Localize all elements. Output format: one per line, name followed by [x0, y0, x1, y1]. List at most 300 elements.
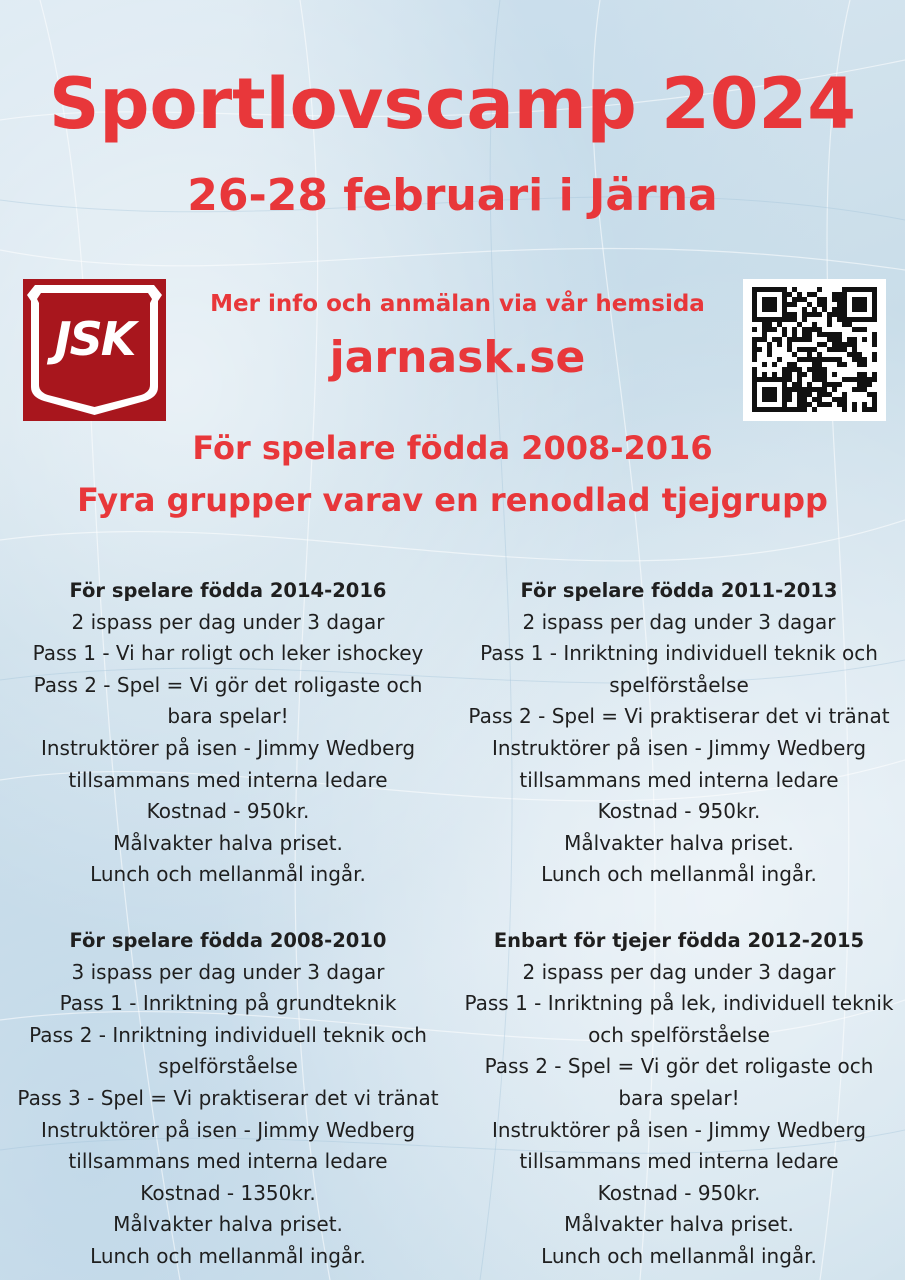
qr-module: [792, 302, 797, 307]
qr-module: [752, 352, 757, 357]
qr-module: [792, 352, 797, 357]
groups-line: Fyra grupper varav en renodlad tjejgrupp: [77, 481, 828, 519]
qr-module: [792, 387, 797, 392]
qr-module: [772, 337, 777, 342]
qr-module: [832, 347, 837, 352]
group-line: tillsammans med interna ledare: [68, 767, 388, 792]
qr-module: [847, 377, 852, 382]
qr-module: [817, 372, 822, 377]
qr-module: [782, 327, 787, 332]
qr-module: [762, 362, 767, 367]
qr-module: [852, 297, 867, 312]
qr-module: [862, 362, 867, 367]
qr-module: [787, 397, 792, 402]
qr-module: [832, 397, 837, 402]
qr-module: [862, 357, 867, 362]
group-line: Kostnad - 950kr.: [146, 799, 310, 824]
qr-module: [847, 342, 852, 347]
qr-module: [832, 312, 837, 317]
qr-module: [752, 372, 757, 377]
qr-module: [812, 357, 817, 362]
qr-module: [837, 362, 842, 367]
qr-module: [812, 292, 817, 297]
qr-module: [832, 357, 837, 362]
qr-module: [822, 342, 827, 347]
qr-module: [807, 402, 812, 407]
qr-module: [842, 322, 847, 327]
qr-module: [802, 317, 807, 322]
qr-module: [822, 357, 827, 362]
qr-module: [862, 407, 867, 412]
qr-module: [807, 387, 812, 392]
qr-module: [832, 342, 837, 347]
qr-module: [837, 382, 842, 387]
qr-module: [792, 382, 797, 387]
qr-module: [852, 407, 857, 412]
qr-module: [862, 337, 867, 342]
qr-module: [807, 332, 812, 337]
qr-module: [842, 407, 847, 412]
qr-module: [792, 332, 797, 337]
qr-module: [812, 387, 817, 392]
qr-module: [797, 402, 802, 407]
qr-module: [857, 387, 862, 392]
qr-module: [767, 352, 772, 357]
group-line: Pass 1 - Inriktning individuell teknik och: [480, 641, 878, 666]
qr-module: [862, 377, 867, 382]
qr-module: [872, 372, 877, 377]
qr-module: [822, 382, 827, 387]
qr-module: [762, 387, 777, 402]
qr-code[interactable]: [743, 279, 886, 421]
group-line: Målvakter halva priset.: [113, 830, 343, 855]
qr-module: [842, 392, 847, 397]
group-heading: För spelare födda 2014-2016: [69, 579, 387, 602]
qr-module: [847, 322, 852, 327]
group-line: Pass 1 - Inriktning på grundteknik: [59, 991, 397, 1016]
jsk-logo-text: JSK: [54, 312, 135, 366]
qr-module: [837, 402, 842, 407]
qr-module: [827, 317, 832, 322]
qr-module: [862, 402, 867, 407]
jsk-logo: [23, 279, 166, 421]
qr-module: [832, 297, 837, 302]
group-line: Målvakter halva priset.: [564, 830, 794, 855]
qr-module: [787, 312, 792, 317]
group-line: Pass 1 - Vi har roligt och leker ishockey: [32, 641, 424, 666]
qr-module: [787, 367, 792, 372]
qr-module: [832, 337, 837, 342]
qr-module: [802, 332, 807, 337]
qr-module: [842, 397, 847, 402]
qr-module: [827, 382, 832, 387]
qr-module: [767, 327, 772, 332]
qr-module: [757, 347, 762, 352]
qr-module: [762, 327, 767, 332]
qr-module: [807, 347, 812, 352]
qr-module: [847, 352, 852, 357]
qr-module: [807, 327, 812, 332]
qr-module: [872, 332, 877, 337]
qr-module: [812, 327, 817, 332]
qr-module: [852, 402, 857, 407]
qr-module: [872, 352, 877, 357]
qr-module: [787, 387, 792, 392]
qr-module: [802, 392, 807, 397]
group-line: 3 ispass per dag under 3 dagar: [71, 959, 385, 984]
qr-module: [817, 327, 822, 332]
qr-module: [792, 362, 797, 367]
qr-module: [752, 367, 757, 372]
qr-module: [837, 307, 842, 312]
group-line: Instruktörer på isen - Jimmy Wedberg: [40, 1117, 416, 1142]
qr-module: [867, 392, 872, 397]
qr-module: [797, 407, 802, 412]
qr-module: [782, 332, 787, 337]
group-line: spelförståelse: [158, 1054, 298, 1079]
qr-module: [812, 407, 817, 412]
group-line: Pass 2 - Spel = Vi praktiserar det vi tränat: [468, 704, 890, 729]
qr-module: [762, 332, 767, 337]
qr-module: [802, 347, 807, 352]
qr-module: [832, 292, 837, 297]
qr-module: [837, 332, 842, 337]
qr-module: [797, 387, 802, 392]
qr-module: [752, 337, 757, 342]
qr-module: [797, 357, 802, 362]
group-line: Lunch och mellanmål ingår.: [541, 862, 817, 887]
group-line: Kostnad - 950kr.: [597, 799, 761, 824]
group-line: Instruktörer på isen - Jimmy Wedberg: [491, 735, 867, 760]
group-line: Pass 3 - Spel = Vi praktiserar det vi tränat: [17, 1085, 439, 1110]
qr-module: [872, 392, 877, 397]
qr-module: [752, 342, 757, 347]
qr-module: [797, 297, 802, 302]
qr-module: [767, 322, 772, 327]
qr-module: [812, 362, 817, 367]
group-line: Instruktörer på isen - Jimmy Wedberg: [40, 735, 416, 760]
qr-module: [842, 342, 847, 347]
group-line: Pass 2 - Spel = Vi gör det roligaste och: [484, 1054, 874, 1079]
qr-module: [872, 407, 877, 412]
qr-module: [817, 342, 822, 347]
qr-module: [862, 372, 867, 377]
qr-module: [857, 372, 862, 377]
qr-module: [812, 377, 817, 382]
group-line: bara spelar!: [618, 1085, 740, 1110]
qr-module: [822, 307, 827, 312]
qr-module: [787, 292, 792, 297]
qr-module: [817, 402, 822, 407]
qr-module: [847, 337, 852, 342]
group-block-2014-2016: [3, 575, 453, 891]
qr-module: [817, 357, 822, 362]
qr-module: [872, 377, 877, 382]
qr-module: [752, 327, 757, 332]
group-line: Instruktörer på isen - Jimmy Wedberg: [491, 1117, 867, 1142]
group-block-girls-2012-2015: [454, 925, 904, 1273]
qr-module: [817, 367, 822, 372]
qr-module: [817, 287, 822, 292]
qr-module: [777, 322, 782, 327]
qr-module: [777, 357, 782, 362]
qr-module: [857, 327, 862, 332]
qr-module: [797, 382, 802, 387]
qr-module: [792, 337, 797, 342]
qr-module: [822, 387, 827, 392]
qr-module: [757, 337, 762, 342]
qr-module: [857, 352, 862, 357]
qr-module: [797, 367, 802, 372]
qr-module: [842, 347, 847, 352]
qr-module: [792, 367, 797, 372]
qr-module: [867, 382, 872, 387]
qr-module: [802, 337, 807, 342]
qr-module: [857, 382, 862, 387]
qr-module: [802, 327, 807, 332]
qr-module: [827, 322, 832, 327]
group-block-2008-2010: [3, 925, 453, 1273]
qr-module: [797, 392, 802, 397]
qr-module: [842, 362, 847, 367]
qr-module: [822, 367, 827, 372]
qr-module: [787, 362, 792, 367]
qr-module: [827, 337, 832, 342]
qr-module: [762, 322, 767, 327]
qr-module: [802, 402, 807, 407]
qr-module: [797, 372, 802, 377]
qr-module: [822, 297, 827, 302]
qr-module: [802, 312, 807, 317]
qr-module: [837, 312, 842, 317]
qr-module: [787, 347, 792, 352]
qr-module: [772, 362, 777, 367]
group-line: Kostnad - 950kr.: [597, 1180, 761, 1205]
qr-module: [857, 362, 862, 367]
qr-module: [807, 357, 812, 362]
group-block-2011-2013: [454, 575, 904, 891]
qr-module: [827, 347, 832, 352]
group-line: Målvakter halva priset.: [564, 1212, 794, 1237]
qr-module: [822, 332, 827, 337]
qr-module: [832, 387, 837, 392]
qr-module: [762, 372, 767, 377]
qr-module: [777, 342, 782, 347]
qr-module: [822, 372, 827, 377]
qr-module: [817, 377, 822, 382]
group-line: Kostnad - 1350kr.: [140, 1180, 316, 1205]
qr-module: [852, 342, 857, 347]
qr-module: [827, 357, 832, 362]
qr-module: [872, 397, 877, 402]
qr-module: [852, 377, 857, 382]
qr-module: [762, 337, 767, 342]
qr-module: [762, 297, 777, 312]
qr-module: [867, 377, 872, 382]
qr-module: [862, 327, 867, 332]
qr-module: [872, 357, 877, 362]
qr-module: [852, 352, 857, 357]
qr-module: [797, 322, 802, 327]
qr-module: [837, 342, 842, 347]
group-line: tillsammans med interna ledare: [68, 1149, 388, 1174]
qr-module: [807, 292, 812, 297]
qr-module: [817, 302, 822, 307]
qr-module: [787, 342, 792, 347]
group-line: Lunch och mellanmål ingår.: [90, 1243, 366, 1268]
qr-module: [812, 372, 817, 377]
qr-module: [827, 332, 832, 337]
qr-module: [802, 357, 807, 362]
qr-module: [772, 327, 777, 332]
group-line: 2 ispass per dag under 3 dagar: [522, 609, 836, 634]
qr-module: [832, 372, 837, 377]
qr-module: [822, 402, 827, 407]
qr-module: [837, 292, 842, 297]
qr-module: [767, 347, 772, 352]
qr-module: [752, 347, 757, 352]
group-line: 2 ispass per dag under 3 dagar: [522, 959, 836, 984]
qr-module: [862, 387, 867, 392]
qr-module: [857, 357, 862, 362]
qr-module: [837, 297, 842, 302]
qr-module: [797, 347, 802, 352]
group-line: Lunch och mellanmål ingår.: [90, 862, 366, 887]
qr-module: [827, 312, 832, 317]
group-heading: För spelare födda 2011-2013: [520, 579, 838, 602]
info-line: Mer info och anmälan via vår hemsida: [210, 291, 705, 317]
qr-module: [852, 347, 857, 352]
qr-module: [787, 372, 792, 377]
qr-module: [832, 332, 837, 337]
qr-module: [817, 352, 822, 357]
qr-module: [837, 337, 842, 342]
qr-module: [837, 397, 842, 402]
qr-module: [792, 297, 797, 302]
qr-module: [797, 337, 802, 342]
qr-module: [862, 382, 867, 387]
qr-module: [792, 327, 797, 332]
qr-module: [812, 307, 817, 312]
group-line: och spelförståelse: [588, 1022, 770, 1047]
group-line: 2 ispass per dag under 3 dagar: [71, 609, 385, 634]
born-line: För spelare födda 2008-2016: [192, 429, 713, 467]
qr-module: [812, 397, 817, 402]
qr-module: [817, 332, 822, 337]
qr-module: [837, 357, 842, 362]
qr-module: [772, 372, 777, 377]
qr-module: [852, 327, 857, 332]
qr-module: [807, 392, 812, 397]
qr-module: [817, 362, 822, 367]
page-subtitle: 26-28 februari i Järna: [187, 170, 718, 221]
qr-module: [797, 397, 802, 402]
qr-module: [787, 392, 792, 397]
qr-module: [792, 287, 797, 292]
qr-module: [797, 292, 802, 297]
qr-module: [827, 392, 832, 397]
qr-module: [852, 357, 857, 362]
qr-module: [812, 312, 817, 317]
group-line: Pass 1 - Inriktning på lek, individuell teknik: [464, 991, 894, 1016]
group-line: tillsammans med interna ledare: [519, 1149, 839, 1174]
qr-module: [817, 387, 822, 392]
qr-module: [802, 387, 807, 392]
group-heading: Enbart för tjejer födda 2012-2015: [493, 929, 865, 952]
qr-module: [872, 337, 877, 342]
qr-module: [822, 392, 827, 397]
qr-module: [787, 337, 792, 342]
group-heading: För spelare födda 2008-2010: [69, 929, 387, 952]
group-line: tillsammans med interna ledare: [519, 767, 839, 792]
qr-module: [832, 307, 837, 312]
website-link[interactable]: jarnask.se: [329, 332, 586, 383]
qr-module: [787, 377, 792, 382]
qr-module: [807, 367, 812, 372]
qr-module: [832, 382, 837, 387]
qr-module: [837, 347, 842, 352]
qr-module: [787, 407, 792, 412]
qr-module: [817, 297, 822, 302]
qr-module: [817, 397, 822, 402]
qr-module: [842, 377, 847, 382]
qr-module: [822, 377, 827, 382]
group-line: Pass 2 - Spel = Vi gör det roligaste och: [33, 672, 423, 697]
qr-module: [822, 302, 827, 307]
qr-module: [857, 377, 862, 382]
qr-module: [872, 342, 877, 347]
qr-module: [837, 302, 842, 307]
qr-module: [792, 312, 797, 317]
qr-module: [777, 337, 782, 342]
qr-module: [752, 357, 757, 362]
qr-module: [802, 307, 807, 312]
qr-module: [787, 317, 792, 322]
qr-module: [792, 407, 797, 412]
qr-module: [827, 402, 832, 407]
qr-module: [852, 337, 857, 342]
qr-module: [817, 392, 822, 397]
qr-module: [837, 317, 842, 322]
qr-module: [807, 302, 812, 307]
qr-module: [807, 352, 812, 357]
group-line: bara spelar!: [167, 704, 289, 729]
group-line: Lunch och mellanmål ingår.: [541, 1243, 817, 1268]
qr-module: [802, 397, 807, 402]
qr-module: [812, 322, 817, 327]
qr-module: [812, 367, 817, 372]
qr-module: [807, 337, 812, 342]
qr-module: [852, 387, 857, 392]
qr-module: [782, 372, 787, 377]
group-line: spelförståelse: [609, 672, 749, 697]
qr-module: [812, 347, 817, 352]
qr-module: [842, 402, 847, 407]
qr-module: [787, 302, 792, 307]
qr-module: [802, 372, 807, 377]
qr-module: [797, 377, 802, 382]
qr-module: [817, 312, 822, 317]
qr-module: [807, 312, 812, 317]
group-line: Målvakter halva priset.: [113, 1212, 343, 1237]
qr-module: [802, 407, 807, 412]
qr-module: [867, 407, 872, 412]
qr-module: [782, 367, 787, 372]
page-title: Sportlovscamp 2024: [49, 63, 856, 145]
qr-module: [767, 342, 772, 347]
qr-module: [872, 402, 877, 407]
qr-module: [792, 317, 797, 322]
